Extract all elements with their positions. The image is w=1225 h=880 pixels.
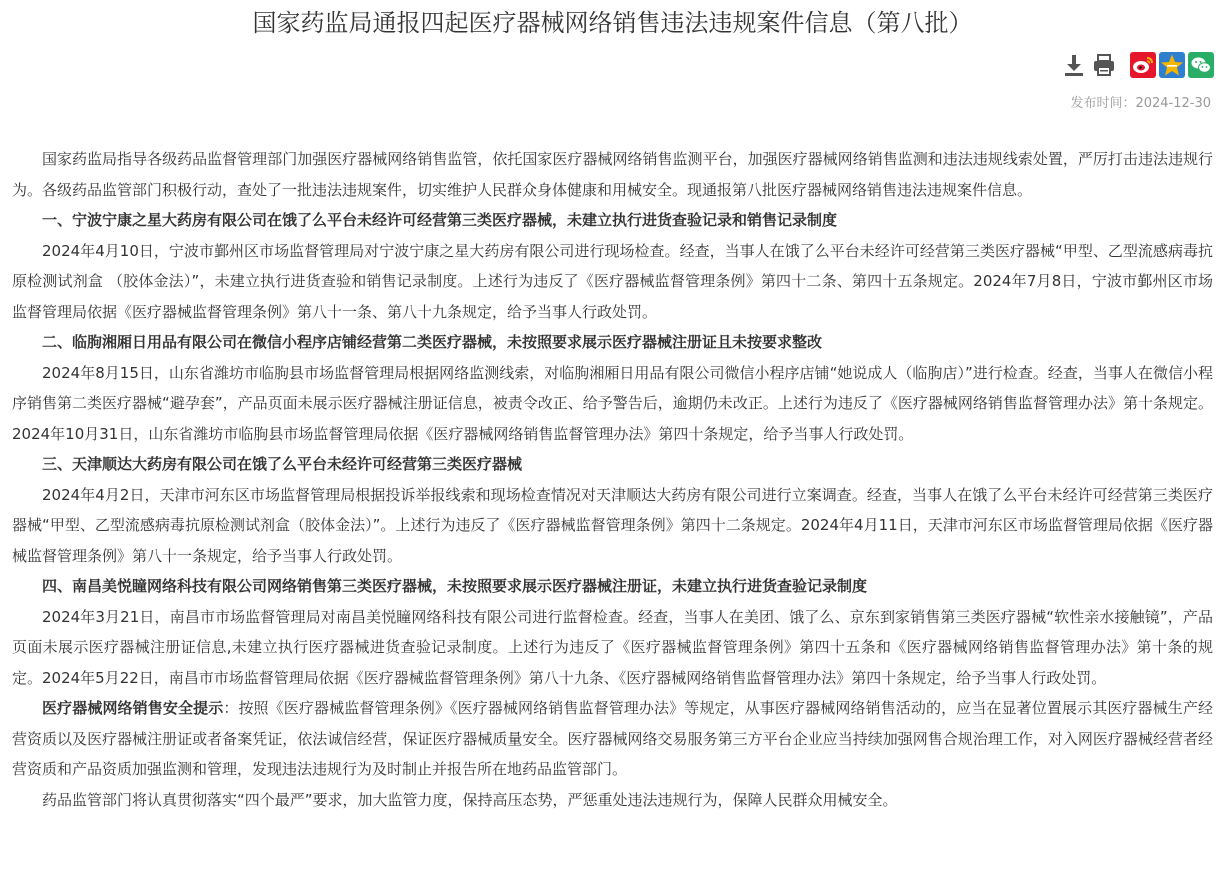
case-heading: 二、临朐湘厢日用品有限公司在微信小程序店铺经营第二类医疗器械，未按照要求展示医疗器械注册证且未按要求整改 [42, 333, 823, 351]
case-body: 2024年4月10日，宁波市鄞州区市场监督管理局对宁波宁康之星大药房有限公司进行现场检查。经查，当事人在饿了么平台未经许可经营第三类医疗器械“甲型、乙型流感病毒抗原检测试剂盒 （胶体金法）”，未建立执行进货查验和销售记录制度。上述行为违反了《医疗器械监督管理条例》第四十二条、第四十五条规定。2024年7月8日，宁波市鄞州区市场监督管理局依据《医疗器械监督管理条例》第八十一条、第八十九条规定，给予当事人行政处罚。 [12, 241, 1213, 321]
intro-paragraph: 国家药监局指导各级药品监督管理部门加强医疗器械网络销售监管，依托国家医疗器械网络销售监测平台，加强医疗器械网络销售监测和违法违规线索处置，严厉打击违法违规行为。各级药品监管部门积极行动，查处了一批违法违规案件，切实维护人民群众身体健康和用械安全。现通报第八批医疗器械网络销售违法违规案件信息。 [12, 150, 1213, 199]
case-heading: 一、宁波宁康之星大药房有限公司在饿了么平台未经许可经营第三类医疗器械，未建立执行进货查验记录和销售记录制度 [42, 211, 838, 229]
case-heading: 四、南昌美悦瞳网络科技有限公司网络销售第三类医疗器械，未按照要求展示医疗器械注册证，未建立执行进货查验记录制度 [42, 577, 868, 595]
case-heading: 三、天津顺达大药房有限公司在饿了么平台未经许可经营第三类医疗器械 [42, 455, 523, 473]
wechat-icon[interactable] [1188, 52, 1214, 78]
closing-paragraph: 药品监管部门将认真贯彻落实“四个最严”要求，加大监管力度，保持高压态势，严惩重处违法违规行为，保障人民群众用械安全。 [42, 790, 898, 809]
case-body: 2024年8月15日，山东省潍坊市临朐县市场监督管理局根据网络监测线索，对临朐湘厢日用品有限公司微信小程序店铺“她说成人（临朐店）”进行检查。经查，当事人在微信小程序销售第二类医疗器械“避孕套”，产品页面未展示医疗器械注册证信息，被责令改正、给予警告后，逾期仍未改正。上述行为违反了《医疗器械网络销售监督管理办法》第十条规定。2024年10月31日，山东省潍坊市临朐县市场监督管理局依据《医疗器械网络销售监督管理办法》第四十条规定，给予当事人行政处罚。 [12, 363, 1213, 443]
weibo-icon[interactable] [1130, 52, 1156, 78]
safety-tip-text: ：按照《医疗器械监督管理条例》《医疗器械网络销售监督管理办法》等规定，从事医疗器械网络销售活动的，应当在显著位置展示其医疗器械生产经营资质以及医疗器械注册证或者备案凭证，依法诚信经营，保证医疗器械质量安全。医疗器械网络交易服务第三方平台企业应当持续加强网售合规治理工作，对入网医疗器械经营者经营资质和产品资质加强监测和管理，发现违法违规行为及时制止并报告所在地药品监管部门。 [12, 699, 1213, 778]
case-body: 2024年4月2日，天津市河东区市场监督管理局根据投诉举报线索和现场检查情况对天津顺达大药房有限公司进行立案调查。经查，当事人在饿了么平台未经许可经营第三类医疗器械“甲型、乙型流感病毒抗原检测试剂盒（胶体金法）”。上述行为违反了《医疗器械监督管理条例》第四十二条规定。2024年4月11日，天津市河东区市场监督管理局依据《医疗器械监督管理条例》第八十一条规定，给予当事人行政处罚。 [12, 485, 1213, 565]
publish-time: 发布时间：2024-12-30 [1070, 96, 1211, 111]
print-icon[interactable] [1092, 52, 1118, 78]
safety-tip-label: 医疗器械网络销售安全提示 [42, 699, 224, 717]
case-body: 2024年3月21日，南昌市市场监督管理局对南昌美悦瞳网络科技有限公司进行监督检查。经查，当事人在美团、饿了么、京东到家销售第三类医疗器械“软性亲水接触镜”，产品页面未展示医疗器械注册证信息,未建立执行医疗器械进货查验记录制度。上述行为违反了《医疗器械监督管理条例》第四十五条和《医疗器械网络销售监督管理办法》第十条的规定。2024年5月22日，南昌市市场监督管理局依据《医疗器械监督管理条例》第八十九条、《医疗器械网络销售监督管理办法》第四十条规定，给予当事人行政处罚。 [12, 607, 1213, 687]
article-body [12, 144, 1213, 815]
safety-tip-paragraph [12, 693, 1213, 785]
qzone-icon[interactable] [1159, 52, 1185, 78]
download-icon[interactable] [1062, 52, 1088, 78]
page-title: 国家药监局通报四起医疗器械网络销售违法违规案件信息（第八批） [252, 9, 973, 37]
